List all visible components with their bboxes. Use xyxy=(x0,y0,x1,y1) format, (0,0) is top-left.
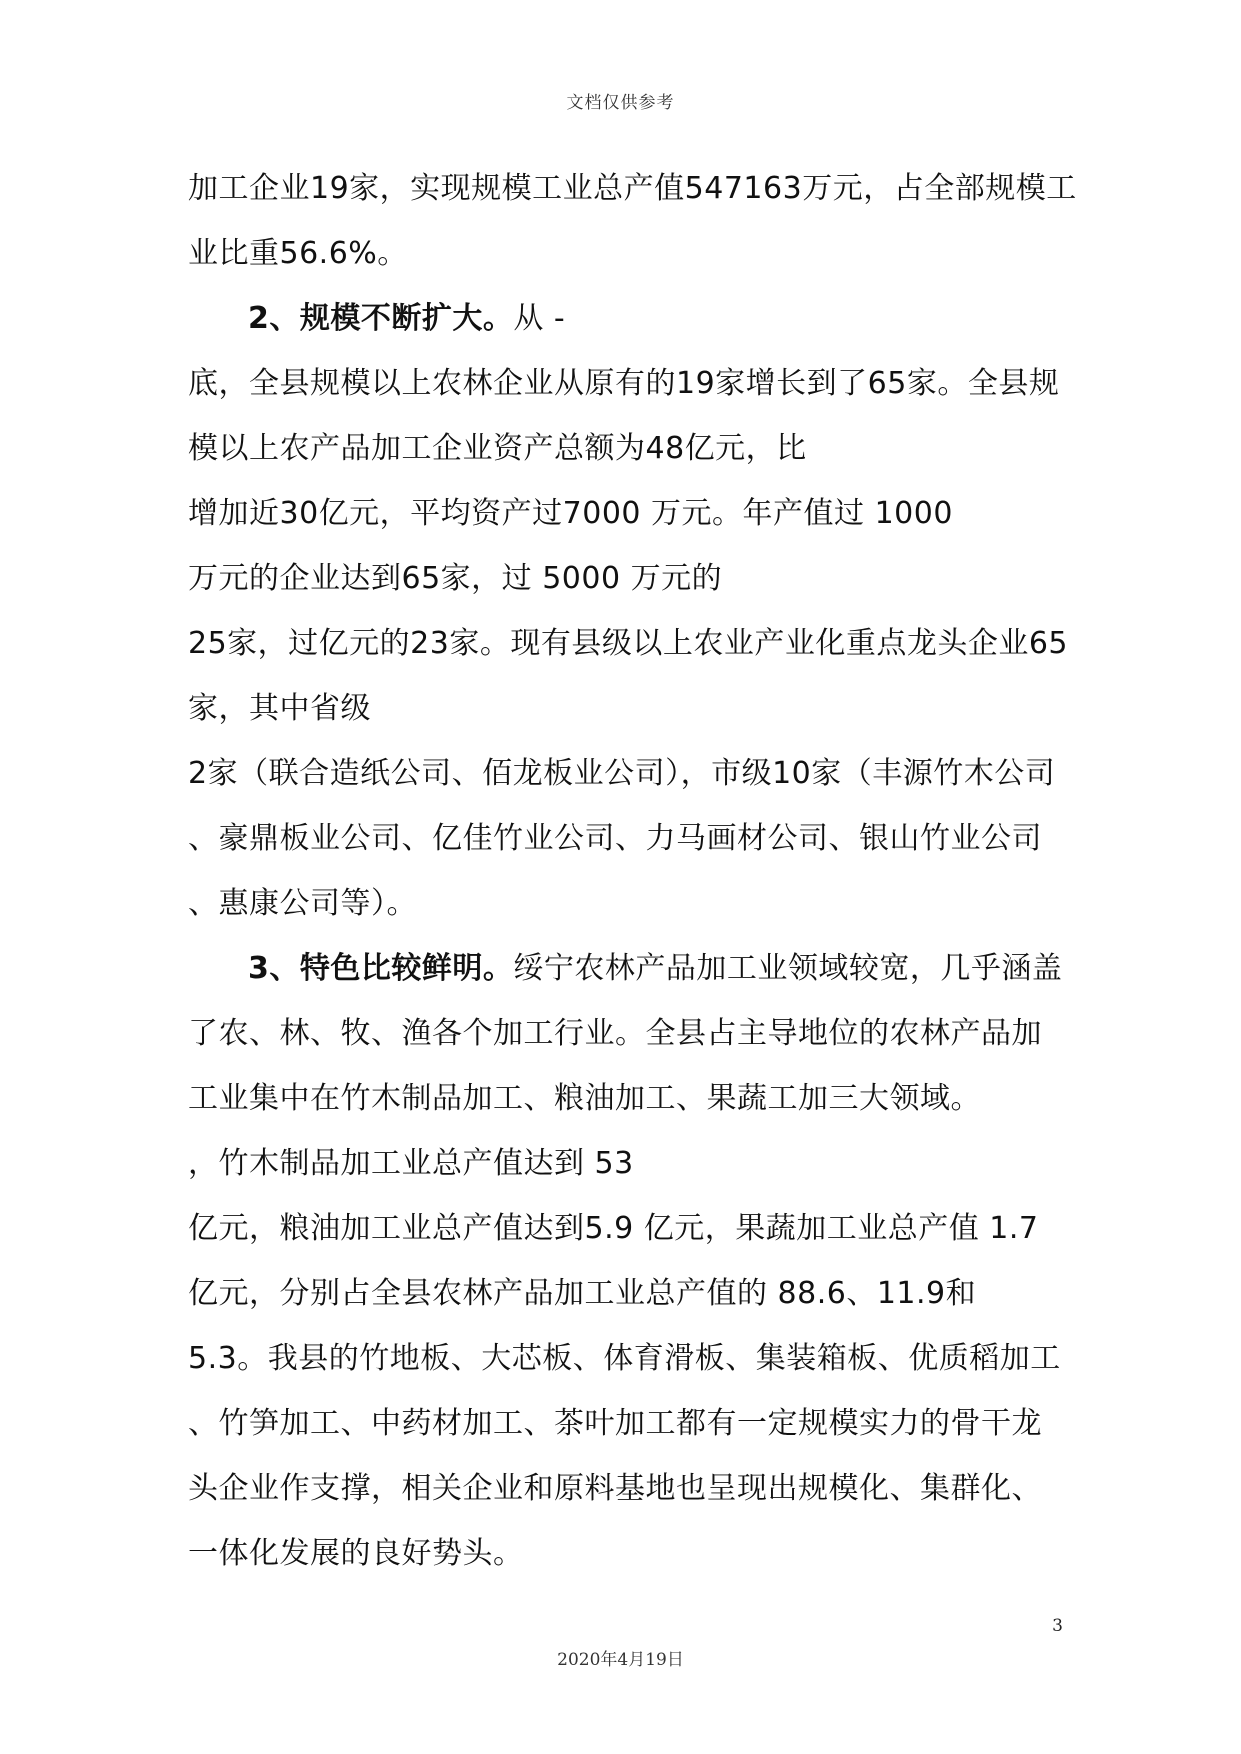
section-3-text: 绥宁农林产品加工业领域较宽，几乎涵盖 xyxy=(513,951,1063,986)
paragraph-line: 、豪鼎板业公司、亿佳竹业公司、力马画材公司、银山竹业公司 xyxy=(188,821,1042,856)
section-3-heading: 3、特色比较鲜明。 xyxy=(248,951,514,986)
paragraph-line: 模以上农产品加工企业资产总额为48亿元，比 xyxy=(188,431,807,466)
paragraph-line: 、惠康公司等）。 xyxy=(188,886,417,921)
paragraph-line: 万元的企业达到65家，过 5000 万元的 xyxy=(188,561,723,596)
section-3-line xyxy=(188,938,1068,1003)
page-number: 3 xyxy=(1052,1616,1063,1636)
document-body xyxy=(188,158,1077,1588)
paragraph-line: 业比重56.6%。 xyxy=(188,236,408,271)
paragraph-line: 家，其中省级 xyxy=(188,691,371,726)
page-header: 文档仅供参考 xyxy=(566,93,675,113)
paragraph-line: 底，全县规模以上农林企业从原有的19家增长到了65家。全县规 xyxy=(188,366,1060,401)
section-2-heading: 2、规模不断扩大。 xyxy=(248,301,514,336)
paragraph-line: 工业集中在竹木制品加工、粮油加工、果蔬工加三大领域。 xyxy=(188,1081,981,1116)
paragraph-line: 头企业作支撑，相关企业和原料基地也呈现出规模化、集群化、 xyxy=(188,1471,1042,1506)
paragraph-line: 2家（联合造纸公司、佰龙板业公司），市级10家（丰源竹木公司 xyxy=(188,756,1056,791)
paragraph-line: 加工企业19家，实现规模工业总产值547163万元，占全部规模工 xyxy=(188,171,1077,206)
paragraph-line: 亿元，粮油加工业总产值达到5.9 亿元，果蔬加工业总产值 1.7 xyxy=(188,1211,1039,1246)
paragraph-line: 一体化发展的良好势头。 xyxy=(188,1536,524,1571)
paragraph-line: 亿元，分别占全县农林产品加工业总产值的 88.6、11.9和 xyxy=(188,1276,977,1311)
page-footer-date: 2020年4月19日 xyxy=(557,1650,684,1670)
paragraph-line: 了农、林、牧、渔各个加工行业。全县占主导地位的农林产品加 xyxy=(188,1016,1042,1051)
paragraph-line: ，竹木制品加工业总产值达到 53 xyxy=(188,1146,634,1181)
section-2-line xyxy=(188,288,1068,353)
paragraph-line: 、竹笋加工、中药材加工、茶叶加工都有一定规模实力的骨干龙 xyxy=(188,1406,1042,1441)
paragraph-line: 增加近30亿元，平均资产过7000 万元。年产值过 1000 xyxy=(188,496,953,531)
section-2-text: 从 - xyxy=(513,301,566,336)
paragraph-line: 25家，过亿元的23家。现有县级以上农业产业化重点龙头企业65 xyxy=(188,626,1069,661)
paragraph-line: 5.3。我县的竹地板、大芯板、体育滑板、集装箱板、优质稻加工 xyxy=(188,1341,1061,1376)
